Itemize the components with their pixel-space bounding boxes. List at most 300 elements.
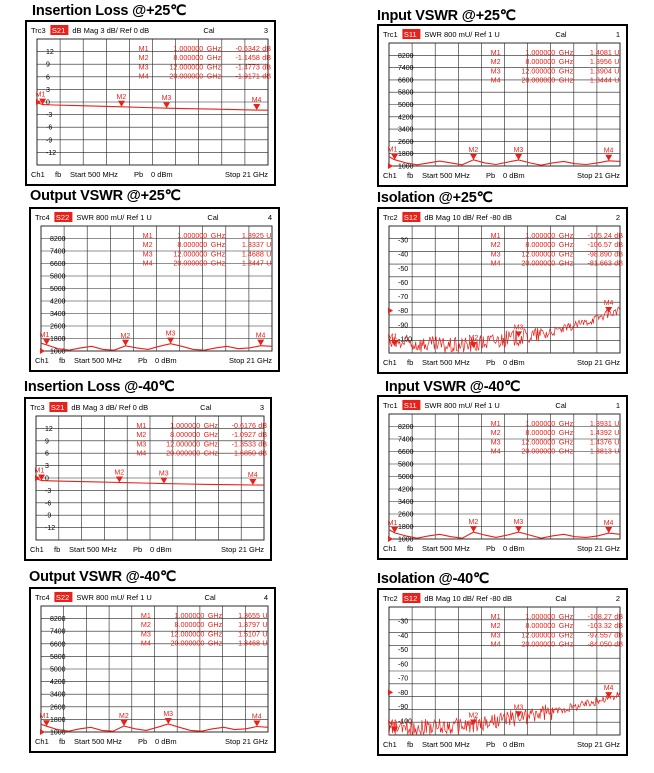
marker-table-freq: 20.000000 [521,446,556,456]
marker-table-value: -0.6176 [231,421,257,430]
marker-triangle [257,340,264,346]
marker-table-name: M1 [490,48,501,57]
marker-table-vunit: dB [258,439,268,449]
trace-label: Trc4 [35,593,50,602]
marker-table-name: M3 [490,630,501,640]
footer-start: Start 500 MHz [422,544,470,553]
y-tick-label: 6 [46,74,50,82]
marker-triangle [116,477,123,483]
y-tick-label: 4200 [398,114,414,122]
format-label: dB Mag 3 dB/ Ref 0 dB [71,403,149,412]
marker-table-name: M3 [490,66,501,76]
format-label: dB Mag 10 dB/ Ref -80 dB [424,213,512,222]
footer-stop: Stop 21 GHz [577,358,620,367]
marker-table-unit: GHz [558,258,574,268]
marker-table-value: -1.3533 [231,439,257,449]
marker-table-freq: 20.000000 [166,448,201,458]
param-label: S22 [55,213,70,222]
marker-label: M3 [161,95,172,103]
footer-channel: Ch1 [35,356,49,365]
marker-triangle [165,718,172,724]
footer-fb: fb [55,170,62,179]
y-tick-label: 7400 [50,248,66,256]
marker-table-vunit: U [614,75,620,85]
marker-label: M1 [35,91,46,99]
y-tick-label: 3 [46,86,50,94]
y-tick-label: 5000 [398,474,414,481]
format-label: dB Mag 3 dB/ Ref 0 dB [72,26,150,35]
panel-title: Output VSWR @-40℃ [29,569,177,585]
marker-table-name: M1 [138,44,149,53]
y-tick-label: -12 [45,525,56,533]
vna-chart-panel [29,587,276,753]
footer-stop: Stop 21 GHz [577,740,620,749]
marker-table-freq: 12.000000 [173,249,208,259]
marker-table-value: 1.3925 [241,231,264,240]
reference-marker [388,308,393,314]
marker-triangle [470,154,477,160]
marker-table-freq: 1.000000 [525,612,556,621]
y-tick-label: 9 [46,61,50,69]
marker-table-unit: GHz [558,48,574,57]
marker-label: M1 [387,719,398,727]
marker-table-freq: 20.000000 [173,258,208,268]
cal-label: Cal [555,594,567,603]
y-tick-label: 5800 [398,89,414,97]
trace-label: Trc2 [383,213,398,222]
marker-table-freq: 8.000000 [177,240,208,250]
footer-fb: fb [407,171,414,180]
footer-power: 0 dBm [503,544,525,553]
marker-table-vunit: dB [614,249,624,259]
marker-table-unit: GHz [210,231,226,240]
marker-table-vunit: U [614,66,620,76]
footer-start: Start 500 MHz [74,356,122,365]
marker-table-name: M4 [138,71,149,81]
marker-triangle [515,154,522,160]
footer-pb: Pb [138,737,148,746]
marker-table-freq: 20.000000 [521,258,556,268]
marker-triangle [253,721,260,727]
marker-table-name: M2 [142,240,153,250]
panel-title: Insertion Loss @+25℃ [32,3,187,19]
footer-power: 0 dBm [150,545,172,554]
marker-table-unit: GHz [207,629,223,639]
y-tick-label: 3400 [398,499,414,506]
marker-label: M1 [387,146,398,154]
cal-label: Cal [200,403,212,412]
vna-chart-panel [377,24,628,187]
marker-table-freq: 12.000000 [521,66,556,76]
y-tick-label: 7400 [398,436,414,444]
panel-title: Output VSWR @+25℃ [30,188,181,204]
marker-table-value: 1.3447 [241,258,264,268]
marker-label: M3 [163,710,174,718]
marker-table-freq: 8.000000 [174,620,205,630]
cal-label: Cal [207,213,219,222]
marker-table-value: -103.32 [587,621,612,631]
marker-table-unit: GHz [206,44,222,53]
marker-table-unit: GHz [558,231,574,240]
vna-chart-svg [27,22,274,184]
footer-power: 0 dBm [155,737,177,746]
format-label: SWR 800 mU/ Ref 1 U [76,213,152,222]
reference-marker [40,729,45,735]
footer-pb: Pb [486,740,496,749]
marker-table-freq: 20.000000 [169,71,204,81]
marker-table-vunit: U [266,258,272,268]
marker-table-vunit: dB [258,430,268,440]
y-tick-label: 1800 [398,524,414,531]
marker-triangle [167,338,174,344]
marker-table-vunit: U [266,240,272,250]
marker-table-vunit: U [262,629,268,639]
footer-stop: Stop 21 GHz [577,171,620,180]
marker-label: M2 [116,93,127,101]
channel-number: 1 [615,401,620,410]
marker-table-unit: GHz [558,57,574,67]
marker-table-value: -81.663 [587,258,612,268]
y-tick-label: -90 [398,322,409,330]
marker-table-name: M4 [142,258,153,268]
marker-table-vunit: U [614,437,620,447]
marker-table-name: M3 [138,62,149,72]
y-tick-label: -40 [398,251,409,259]
marker-table-vunit: dB [614,621,624,631]
footer-pb: Pb [133,545,143,554]
footer-stop: Stop 21 GHz [229,356,272,365]
marker-table-vunit: U [614,419,620,428]
footer-fb: fb [59,737,66,746]
marker-table-unit: GHz [558,428,574,438]
footer-channel: Ch1 [35,737,49,746]
y-tick-label: 6600 [398,77,414,85]
marker-table-value: 1.4688 [241,249,264,259]
marker-table-freq: 1.000000 [177,231,208,240]
y-tick-label: 2600 [50,704,66,712]
footer-start: Start 500 MHz [70,170,118,179]
y-tick-label: 3400 [50,311,66,318]
y-tick-label: -6 [46,124,53,132]
marker-table-freq: 8.000000 [170,430,201,440]
y-tick-label: -50 [398,265,409,273]
y-tick-label: -100 [398,336,413,344]
marker-table-name: M1 [142,231,153,240]
marker-table-value: -106.57 [587,240,612,250]
marker-table-unit: GHz [558,419,574,428]
marker-label: M4 [251,713,262,721]
marker-table-freq: 1.000000 [525,419,556,428]
footer-fb: fb [407,544,414,553]
marker-table-value: 1.3904 [589,66,612,76]
marker-table-name: M2 [490,621,501,631]
marker-label: M2 [468,146,479,154]
y-tick-label: 4200 [50,679,66,687]
vna-chart-panel [29,207,280,372]
marker-label: M4 [251,97,262,105]
y-tick-label: -50 [398,647,409,655]
y-tick-label: 5800 [398,461,414,469]
y-tick-label: 8200 [398,424,414,431]
marker-table-name: M4 [490,75,501,85]
footer-channel: Ch1 [30,545,44,554]
y-tick-label: 5800 [50,653,66,661]
panel-title: Isolation @+25℃ [377,190,493,206]
marker-table-unit: GHz [207,638,223,648]
marker-table-unit: GHz [206,62,222,72]
footer-start: Start 500 MHz [74,737,122,746]
marker-table-unit: GHz [207,620,223,630]
y-tick-label: 12 [45,425,53,433]
marker-table-freq: 8.000000 [525,240,556,250]
cal-label: Cal [555,30,567,39]
marker-table-unit: GHz [210,249,226,259]
marker-table-value: 1.3444 [589,75,612,85]
marker-table-name: M2 [136,430,147,440]
marker-table-value: -1.4773 [235,62,260,72]
channel-number: 3 [263,26,268,35]
marker-table-vunit: dB [262,44,272,53]
y-tick-label: -6 [45,500,52,508]
marker-triangle [163,102,170,108]
y-tick-label: -100 [398,718,413,726]
marker-table-name: M3 [136,439,147,449]
footer-channel: Ch1 [383,171,397,180]
panel-title: Insertion Loss @-40℃ [24,379,175,395]
marker-table-value: 1.3956 [589,57,612,67]
marker-table-freq: 12.000000 [521,630,556,640]
marker-table-vunit: U [262,611,268,620]
marker-table-freq: 8.000000 [525,621,556,631]
param-label: S11 [403,401,417,410]
y-tick-label: 5000 [398,102,414,109]
y-tick-label: 7400 [50,628,66,636]
marker-table-unit: GHz [203,448,218,458]
marker-table-name: M1 [490,612,501,621]
marker-table-value: 1.4081 [589,48,612,57]
y-tick-label: 8200 [398,52,414,60]
marker-table-unit: GHz [203,430,218,440]
marker-label: M1 [34,467,45,475]
marker-table-freq: 8.000000 [525,57,556,67]
marker-table-value: -1.0927 [231,430,257,440]
marker-table-unit: GHz [203,439,218,449]
marker-label: M1 [39,331,50,339]
y-tick-label: 0 [46,99,50,107]
y-tick-label: 8200 [50,616,66,624]
marker-table-name: M3 [490,437,501,447]
marker-table-freq: 8.000000 [525,428,556,438]
vna-chart-svg [379,397,626,558]
marker-table-unit: GHz [207,611,223,620]
channel-number: 1 [615,30,620,39]
marker-label: M4 [603,685,614,693]
y-tick-label: -40 [398,632,409,640]
param-label: S21 [51,26,66,35]
marker-triangle [515,526,522,532]
format-label: SWR 800 mU/ Ref 1 U [76,593,152,602]
marker-table-name: M2 [140,620,151,630]
marker-label: M3 [513,519,524,527]
trace-label: Trc2 [383,594,398,603]
y-tick-label: 2600 [398,511,414,519]
y-tick-label: -60 [398,661,409,669]
trace-label: Trc1 [383,30,398,39]
marker-table-unit: GHz [558,249,574,259]
marker-label: M1 [387,519,398,527]
marker-table-name: M2 [490,57,501,67]
marker-table-freq: 20.000000 [521,75,556,85]
marker-table-name: M4 [136,448,147,458]
marker-table-name: M2 [490,240,501,250]
marker-label: M3 [513,704,524,712]
marker-table-vunit: dB [614,612,624,621]
marker-label: M2 [120,332,131,340]
footer-channel: Ch1 [383,544,397,553]
marker-table-vunit: U [614,57,620,67]
marker-triangle [515,711,522,717]
marker-table-value: 1.5107 [238,629,261,639]
marker-table-unit: GHz [558,437,574,447]
footer-power: 0 dBm [503,740,525,749]
cal-label: Cal [203,26,215,35]
marker-table-unit: GHz [558,612,574,621]
reference-marker [388,689,393,695]
marker-triangle [118,101,125,107]
marker-label: M3 [165,330,176,338]
footer-channel: Ch1 [383,740,397,749]
marker-table-unit: GHz [558,630,574,640]
channel-number: 4 [263,593,268,602]
marker-table-unit: GHz [558,446,574,456]
marker-table-value: 1.3655 [238,611,261,620]
y-tick-label: 5000 [50,666,66,674]
footer-pb: Pb [134,170,144,179]
marker-table-name: M4 [490,446,501,456]
marker-label: M2 [119,713,129,721]
footer-stop: Stop 21 GHz [225,170,268,179]
footer-fb: fb [59,356,66,365]
marker-table-freq: 12.000000 [166,439,201,449]
y-tick-label: 1800 [50,716,66,724]
reference-marker [40,348,45,354]
y-tick-label: 1000 [50,729,66,737]
marker-table-value: 1.3337 [241,240,264,250]
marker-table-name: M4 [490,258,501,268]
trace-label: Trc3 [31,26,46,35]
marker-table-name: M3 [142,249,153,259]
y-tick-label: 5800 [50,273,66,281]
marker-table-freq: 12.000000 [521,437,556,447]
footer-power: 0 dBm [155,356,177,365]
footer-fb: fb [407,358,414,367]
marker-label: M2 [468,335,479,343]
y-tick-label: 1000 [50,348,66,356]
marker-table-value: -97.557 [587,630,612,640]
footer-stop: Stop 21 GHz [225,737,268,746]
y-tick-label: -30 [398,237,409,245]
channel-number: 3 [259,403,264,412]
marker-table-unit: GHz [558,621,574,631]
param-label: S21 [50,403,65,412]
marker-table-name: M1 [140,611,151,620]
marker-table-freq: 12.000000 [521,249,556,259]
vna-chart-panel [377,207,628,374]
marker-table-vunit: dB [258,421,268,430]
footer-pb: Pb [486,544,496,553]
y-tick-label: 3 [45,463,49,471]
y-tick-label: 3400 [398,126,414,134]
y-tick-label: -70 [398,294,409,302]
vna-chart-panel [25,20,276,186]
y-tick-label: 2600 [398,138,414,146]
marker-table-freq: 20.000000 [521,639,556,649]
param-label: S12 [403,213,418,222]
y-tick-label: 6600 [50,261,66,268]
marker-table-vunit: U [614,446,620,456]
marker-table-freq: 1.000000 [525,48,556,57]
marker-triangle [122,340,129,346]
panel-title: Isolation @-40℃ [377,571,490,587]
marker-triangle [605,527,612,533]
panel-title: Input VSWR @+25℃ [377,8,516,24]
marker-table-vunit: dB [262,62,272,72]
y-tick-label: 1000 [398,163,414,171]
y-tick-label: 9 [45,438,49,446]
marker-label: M1 [39,713,50,721]
y-tick-label: 1800 [398,151,414,159]
marker-table-name: M4 [490,639,501,649]
marker-table-name: M1 [136,421,147,430]
marker-table-freq: 1.000000 [170,421,201,430]
marker-triangle [605,307,612,313]
marker-table-vunit: U [262,638,268,648]
y-tick-label: 1000 [398,536,414,544]
marker-table-vunit: dB [614,258,624,268]
marker-table-unit: GHz [558,639,574,649]
footer-channel: Ch1 [383,358,397,367]
y-tick-label: 8200 [50,236,66,243]
marker-triangle [470,526,477,532]
marker-table-name: M1 [490,231,501,240]
marker-label: M1 [387,333,398,341]
marker-table-value: 1.3468 [238,638,261,648]
marker-table-value: 1.3797 [238,620,261,630]
footer-stop: Stop 21 GHz [577,544,620,553]
param-label: S11 [403,30,417,39]
marker-table-name: M3 [140,629,151,639]
marker-table-freq: 12.000000 [169,62,204,72]
marker-table-name: M2 [490,428,501,438]
y-tick-label: -90 [398,704,409,712]
trace-label: Trc1 [383,401,398,410]
y-tick-label: -30 [398,618,409,626]
marker-table-value: -84.050 [587,639,612,649]
y-tick-label: 3400 [50,691,66,699]
vna-chart-panel [377,395,628,560]
channel-number: 4 [267,213,272,222]
marker-table-unit: GHz [210,258,226,268]
vna-chart-svg [31,589,274,751]
marker-table-unit: GHz [558,66,574,76]
marker-table-value: 1.3931 [589,419,612,428]
cal-label: Cal [204,593,216,602]
y-tick-label: -3 [45,487,52,495]
marker-table-value: -0.6342 [235,44,260,53]
marker-table-value: -105.24 [587,231,612,240]
marker-label: M4 [255,332,266,340]
marker-table-freq: 8.000000 [173,53,204,63]
